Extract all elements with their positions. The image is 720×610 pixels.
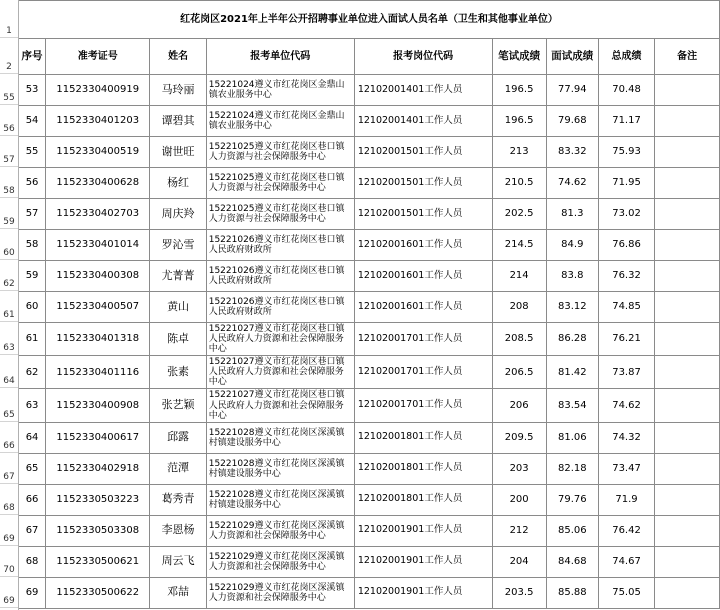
- row-number[interactable]: 63: [0, 322, 18, 355]
- cell-seq: 67: [19, 515, 46, 546]
- cell-remark: [655, 261, 720, 292]
- cell-unit: 15221026遵义市红花岗区巷口镇人民政府财政所: [206, 261, 354, 292]
- cell-remark: [655, 292, 720, 323]
- cell-interview-score: 83.32: [546, 137, 598, 168]
- cell-exam-id: 1152330402703: [46, 199, 150, 230]
- cell-seq: 59: [19, 261, 46, 292]
- cell-exam-id: 1152330500621: [46, 546, 150, 577]
- table-row[interactable]: [19, 546, 720, 577]
- row-number[interactable]: 69: [0, 515, 18, 546]
- cell-interview-score: 79.76: [546, 484, 598, 515]
- cell-exam-id: 1152330500622: [46, 577, 150, 608]
- cell-remark: [655, 230, 720, 261]
- cell-total-score: 75.93: [598, 137, 654, 168]
- cell-unit: 15221027遵义市红花岗区巷口镇人民政府人力资源和社会保障服务中心: [206, 389, 354, 422]
- column-header-seq: 序号: [19, 39, 46, 75]
- table-row[interactable]: [19, 515, 720, 546]
- cell-interview-score: 84.68: [546, 546, 598, 577]
- cell-total-score: 76.32: [598, 261, 654, 292]
- cell-exam-id: 1152330401318: [46, 323, 150, 356]
- cell-unit: 15221025遵义市红花岗区巷口镇人力资源与社会保障服务中心: [206, 168, 354, 199]
- cell-total-score: 75.05: [598, 577, 654, 608]
- cell-written-score: 214: [492, 261, 546, 292]
- table-row[interactable]: [19, 453, 720, 484]
- cell-exam-id: 1152330400908: [46, 389, 150, 422]
- cell-written-score: 208: [492, 292, 546, 323]
- cell-interview-score: 83.54: [546, 389, 598, 422]
- cell-remark: [655, 356, 720, 389]
- cell-post: 12102001601工作人员: [354, 261, 492, 292]
- table-row[interactable]: [19, 75, 720, 106]
- cell-exam-id: 1152330400519: [46, 137, 150, 168]
- table-row[interactable]: [19, 356, 720, 389]
- cell-seq: 55: [19, 137, 46, 168]
- cell-seq: 69: [19, 577, 46, 608]
- cell-total-score: 71.9: [598, 484, 654, 515]
- cell-exam-id: 1152330401116: [46, 356, 150, 389]
- cell-name: 葛秀青: [150, 484, 206, 515]
- cell-total-score: 76.86: [598, 230, 654, 261]
- row-number[interactable]: 62: [0, 260, 18, 291]
- cell-post: 12102001701工作人员: [354, 356, 492, 389]
- cell-seq: 60: [19, 292, 46, 323]
- cell-interview-score: 83.12: [546, 292, 598, 323]
- cell-remark: [655, 515, 720, 546]
- cell-post: 12102001701工作人员: [354, 323, 492, 356]
- row-number[interactable]: 56: [0, 105, 18, 136]
- cell-exam-id: 1152330400617: [46, 422, 150, 453]
- cell-exam-id: 1152330400628: [46, 168, 150, 199]
- column-header-name: 姓名: [150, 39, 206, 75]
- cell-seq: 68: [19, 546, 46, 577]
- row-number[interactable]: 61: [0, 291, 18, 322]
- cell-post: 12102001701工作人员: [354, 389, 492, 422]
- cell-written-score: 203.5: [492, 577, 546, 608]
- cell-remark: [655, 484, 720, 515]
- cell-written-score: 213: [492, 137, 546, 168]
- cell-written-score: 206.5: [492, 356, 546, 389]
- table-row[interactable]: [19, 484, 720, 515]
- cell-name: 张艺颖: [150, 389, 206, 422]
- table-row[interactable]: [19, 106, 720, 137]
- cell-exam-id: 1152330400919: [46, 75, 150, 106]
- cell-total-score: 71.17: [598, 106, 654, 137]
- row-number[interactable]: 57: [0, 136, 18, 167]
- cell-written-score: 209.5: [492, 422, 546, 453]
- row-number[interactable]: 70: [0, 546, 18, 577]
- cell-written-score: 196.5: [492, 106, 546, 137]
- cell-total-score: 76.42: [598, 515, 654, 546]
- cell-interview-score: 81.3: [546, 199, 598, 230]
- cell-remark: [655, 422, 720, 453]
- cell-total-score: 74.67: [598, 546, 654, 577]
- cell-remark: [655, 546, 720, 577]
- cell-total-score: 73.47: [598, 453, 654, 484]
- cell-interview-score: 83.8: [546, 261, 598, 292]
- cell-remark: [655, 199, 720, 230]
- table-row[interactable]: [19, 292, 720, 323]
- cell-post: 12102001901工作人员: [354, 515, 492, 546]
- cell-remark: [655, 75, 720, 106]
- cell-written-score: 200: [492, 484, 546, 515]
- table-header-row: [19, 39, 720, 75]
- cell-interview-score: 86.28: [546, 323, 598, 356]
- cell-exam-id: 1152330401203: [46, 106, 150, 137]
- cell-name: 谢世旺: [150, 137, 206, 168]
- column-header-written-score: 笔试成绩: [492, 39, 546, 75]
- cell-exam-id: 1152330401014: [46, 230, 150, 261]
- cell-post: 12102001801工作人员: [354, 453, 492, 484]
- cell-post: 12102001501工作人员: [354, 168, 492, 199]
- cell-interview-score: 82.18: [546, 453, 598, 484]
- cell-interview-score: 74.62: [546, 168, 598, 199]
- cell-post: 12102001501工作人员: [354, 199, 492, 230]
- cell-unit: 15221028遵义市红花岗区深溪镇村镇建设服务中心: [206, 422, 354, 453]
- cell-seq: 56: [19, 168, 46, 199]
- column-header-interview-score: 面试成绩: [546, 39, 598, 75]
- cell-post: 12102001401工作人员: [354, 75, 492, 106]
- cell-exam-id: 1152330503308: [46, 515, 150, 546]
- cell-unit: 15221028遵义市红花岗区深溪镇村镇建设服务中心: [206, 453, 354, 484]
- cell-unit: 15221025遵义市红花岗区巷口镇人力资源与社会保障服务中心: [206, 199, 354, 230]
- cell-exam-id: 1152330503223: [46, 484, 150, 515]
- cell-total-score: 73.87: [598, 356, 654, 389]
- cell-unit: 15221028遵义市红花岗区深溪镇村镇建设服务中心: [206, 484, 354, 515]
- cell-unit: 15221027遵义市红花岗区巷口镇人民政府人力资源和社会保障服务中心: [206, 356, 354, 389]
- cell-post: 12102001801工作人员: [354, 422, 492, 453]
- row-number[interactable]: 58: [0, 167, 18, 198]
- cell-remark: [655, 577, 720, 608]
- page-title: 红花岗区2021年上半年公开招聘事业单位进入面试人员名单（卫生和其他事业单位）: [19, 1, 720, 39]
- cell-exam-id: 1152330400507: [46, 292, 150, 323]
- cell-name: 周云飞: [150, 546, 206, 577]
- cell-name: 杨红: [150, 168, 206, 199]
- table-row[interactable]: [19, 199, 720, 230]
- cell-unit: 15221026遵义市红花岗区巷口镇人民政府财政所: [206, 292, 354, 323]
- cell-name: 周庆羚: [150, 199, 206, 230]
- cell-name: 马玲丽: [150, 75, 206, 106]
- row-number[interactable]: 2: [0, 38, 18, 74]
- row-number[interactable]: 66: [0, 422, 18, 453]
- cell-total-score: 71.95: [598, 168, 654, 199]
- cell-written-score: 202.5: [492, 199, 546, 230]
- cell-post: 12102001401工作人员: [354, 106, 492, 137]
- cell-name: 邓喆: [150, 577, 206, 608]
- cell-post: 12102001501工作人员: [354, 137, 492, 168]
- cell-seq: 61: [19, 323, 46, 356]
- cell-name: 李恩杨: [150, 515, 206, 546]
- table-row[interactable]: [19, 389, 720, 422]
- row-number[interactable]: 68: [0, 484, 18, 515]
- cell-interview-score: 85.06: [546, 515, 598, 546]
- cell-written-score: 196.5: [492, 75, 546, 106]
- cell-remark: [655, 106, 720, 137]
- row-number[interactable]: 65: [0, 388, 18, 421]
- cell-name: 范潭: [150, 453, 206, 484]
- table-row[interactable]: [19, 168, 720, 199]
- cell-unit: 15221029遵义市红花岗区深溪镇人力资源和社会保障服务中心: [206, 515, 354, 546]
- cell-name: 陈卓: [150, 323, 206, 356]
- cell-exam-id: 1152330400308: [46, 261, 150, 292]
- cell-name: 黄山: [150, 292, 206, 323]
- cell-total-score: 76.21: [598, 323, 654, 356]
- cell-remark: [655, 168, 720, 199]
- cell-written-score: 206: [492, 389, 546, 422]
- cell-name: 尤菁菁: [150, 261, 206, 292]
- cell-unit: 15221024遵义市红花岗区金鼎山镇农业服务中心: [206, 106, 354, 137]
- cell-name: 张素: [150, 356, 206, 389]
- row-number[interactable]: 64: [0, 355, 18, 388]
- cell-written-score: 210.5: [492, 168, 546, 199]
- cell-post: 12102001901工作人员: [354, 546, 492, 577]
- row-number[interactable]: 69: [0, 577, 18, 608]
- row-number-gutter: [0, 0, 19, 610]
- cell-post: 12102001801工作人员: [354, 484, 492, 515]
- cell-total-score: 73.02: [598, 199, 654, 230]
- cell-interview-score: 81.42: [546, 356, 598, 389]
- cell-unit: 15221024遵义市红花岗区金鼎山镇农业服务中心: [206, 75, 354, 106]
- cell-seq: 66: [19, 484, 46, 515]
- cell-seq: 65: [19, 453, 46, 484]
- cell-seq: 54: [19, 106, 46, 137]
- row-number[interactable]: 1: [0, 0, 18, 38]
- cell-remark: [655, 389, 720, 422]
- cell-total-score: 74.62: [598, 389, 654, 422]
- column-header-unit: 报考单位代码: [206, 39, 354, 75]
- title-row: [19, 1, 720, 39]
- cell-name: 谭碧其: [150, 106, 206, 137]
- cell-name: 罗沁雪: [150, 230, 206, 261]
- cell-interview-score: 84.9: [546, 230, 598, 261]
- cell-total-score: 70.48: [598, 75, 654, 106]
- column-header-total-score: 总成绩: [598, 39, 654, 75]
- table-row[interactable]: [19, 137, 720, 168]
- cell-total-score: 74.32: [598, 422, 654, 453]
- cell-remark: [655, 137, 720, 168]
- cell-name: 邱露: [150, 422, 206, 453]
- column-header-id: 准考证号: [46, 39, 150, 75]
- cell-total-score: 74.85: [598, 292, 654, 323]
- row-number[interactable]: 60: [0, 229, 18, 260]
- sheet-grid: [18, 0, 720, 609]
- cell-unit: 15221027遵义市红花岗区巷口镇人民政府人力资源和社会保障服务中心: [206, 323, 354, 356]
- cell-seq: 62: [19, 356, 46, 389]
- row-number[interactable]: 67: [0, 453, 18, 484]
- cell-post: 12102001601工作人员: [354, 230, 492, 261]
- cell-written-score: 208.5: [492, 323, 546, 356]
- table-row[interactable]: [19, 230, 720, 261]
- table-row[interactable]: [19, 422, 720, 453]
- cell-exam-id: 1152330402918: [46, 453, 150, 484]
- cell-post: 12102001901工作人员: [354, 577, 492, 608]
- cell-seq: 58: [19, 230, 46, 261]
- cell-interview-score: 85.88: [546, 577, 598, 608]
- applicant-table: [18, 0, 720, 609]
- cell-seq: 53: [19, 75, 46, 106]
- cell-written-score: 214.5: [492, 230, 546, 261]
- cell-seq: 57: [19, 199, 46, 230]
- row-number[interactable]: 55: [0, 74, 18, 105]
- cell-unit: 15221029遵义市红花岗区深溪镇人力资源和社会保障服务中心: [206, 577, 354, 608]
- row-number[interactable]: 59: [0, 198, 18, 229]
- table-row[interactable]: [19, 261, 720, 292]
- cell-remark: [655, 453, 720, 484]
- cell-unit: 15221025遵义市红花岗区巷口镇人力资源与社会保障服务中心: [206, 137, 354, 168]
- cell-written-score: 204: [492, 546, 546, 577]
- column-header-post: 报考岗位代码: [354, 39, 492, 75]
- cell-written-score: 203: [492, 453, 546, 484]
- cell-unit: 15221029遵义市红花岗区深溪镇人力资源和社会保障服务中心: [206, 546, 354, 577]
- cell-written-score: 212: [492, 515, 546, 546]
- cell-unit: 15221026遵义市红花岗区巷口镇人民政府财政所: [206, 230, 354, 261]
- cell-interview-score: 79.68: [546, 106, 598, 137]
- table-row[interactable]: [19, 577, 720, 608]
- table-row[interactable]: [19, 323, 720, 356]
- cell-interview-score: 81.06: [546, 422, 598, 453]
- cell-post: 12102001601工作人员: [354, 292, 492, 323]
- column-header-remark: 备注: [655, 39, 720, 75]
- cell-seq: 63: [19, 389, 46, 422]
- cell-interview-score: 77.94: [546, 75, 598, 106]
- cell-seq: 64: [19, 422, 46, 453]
- cell-remark: [655, 323, 720, 356]
